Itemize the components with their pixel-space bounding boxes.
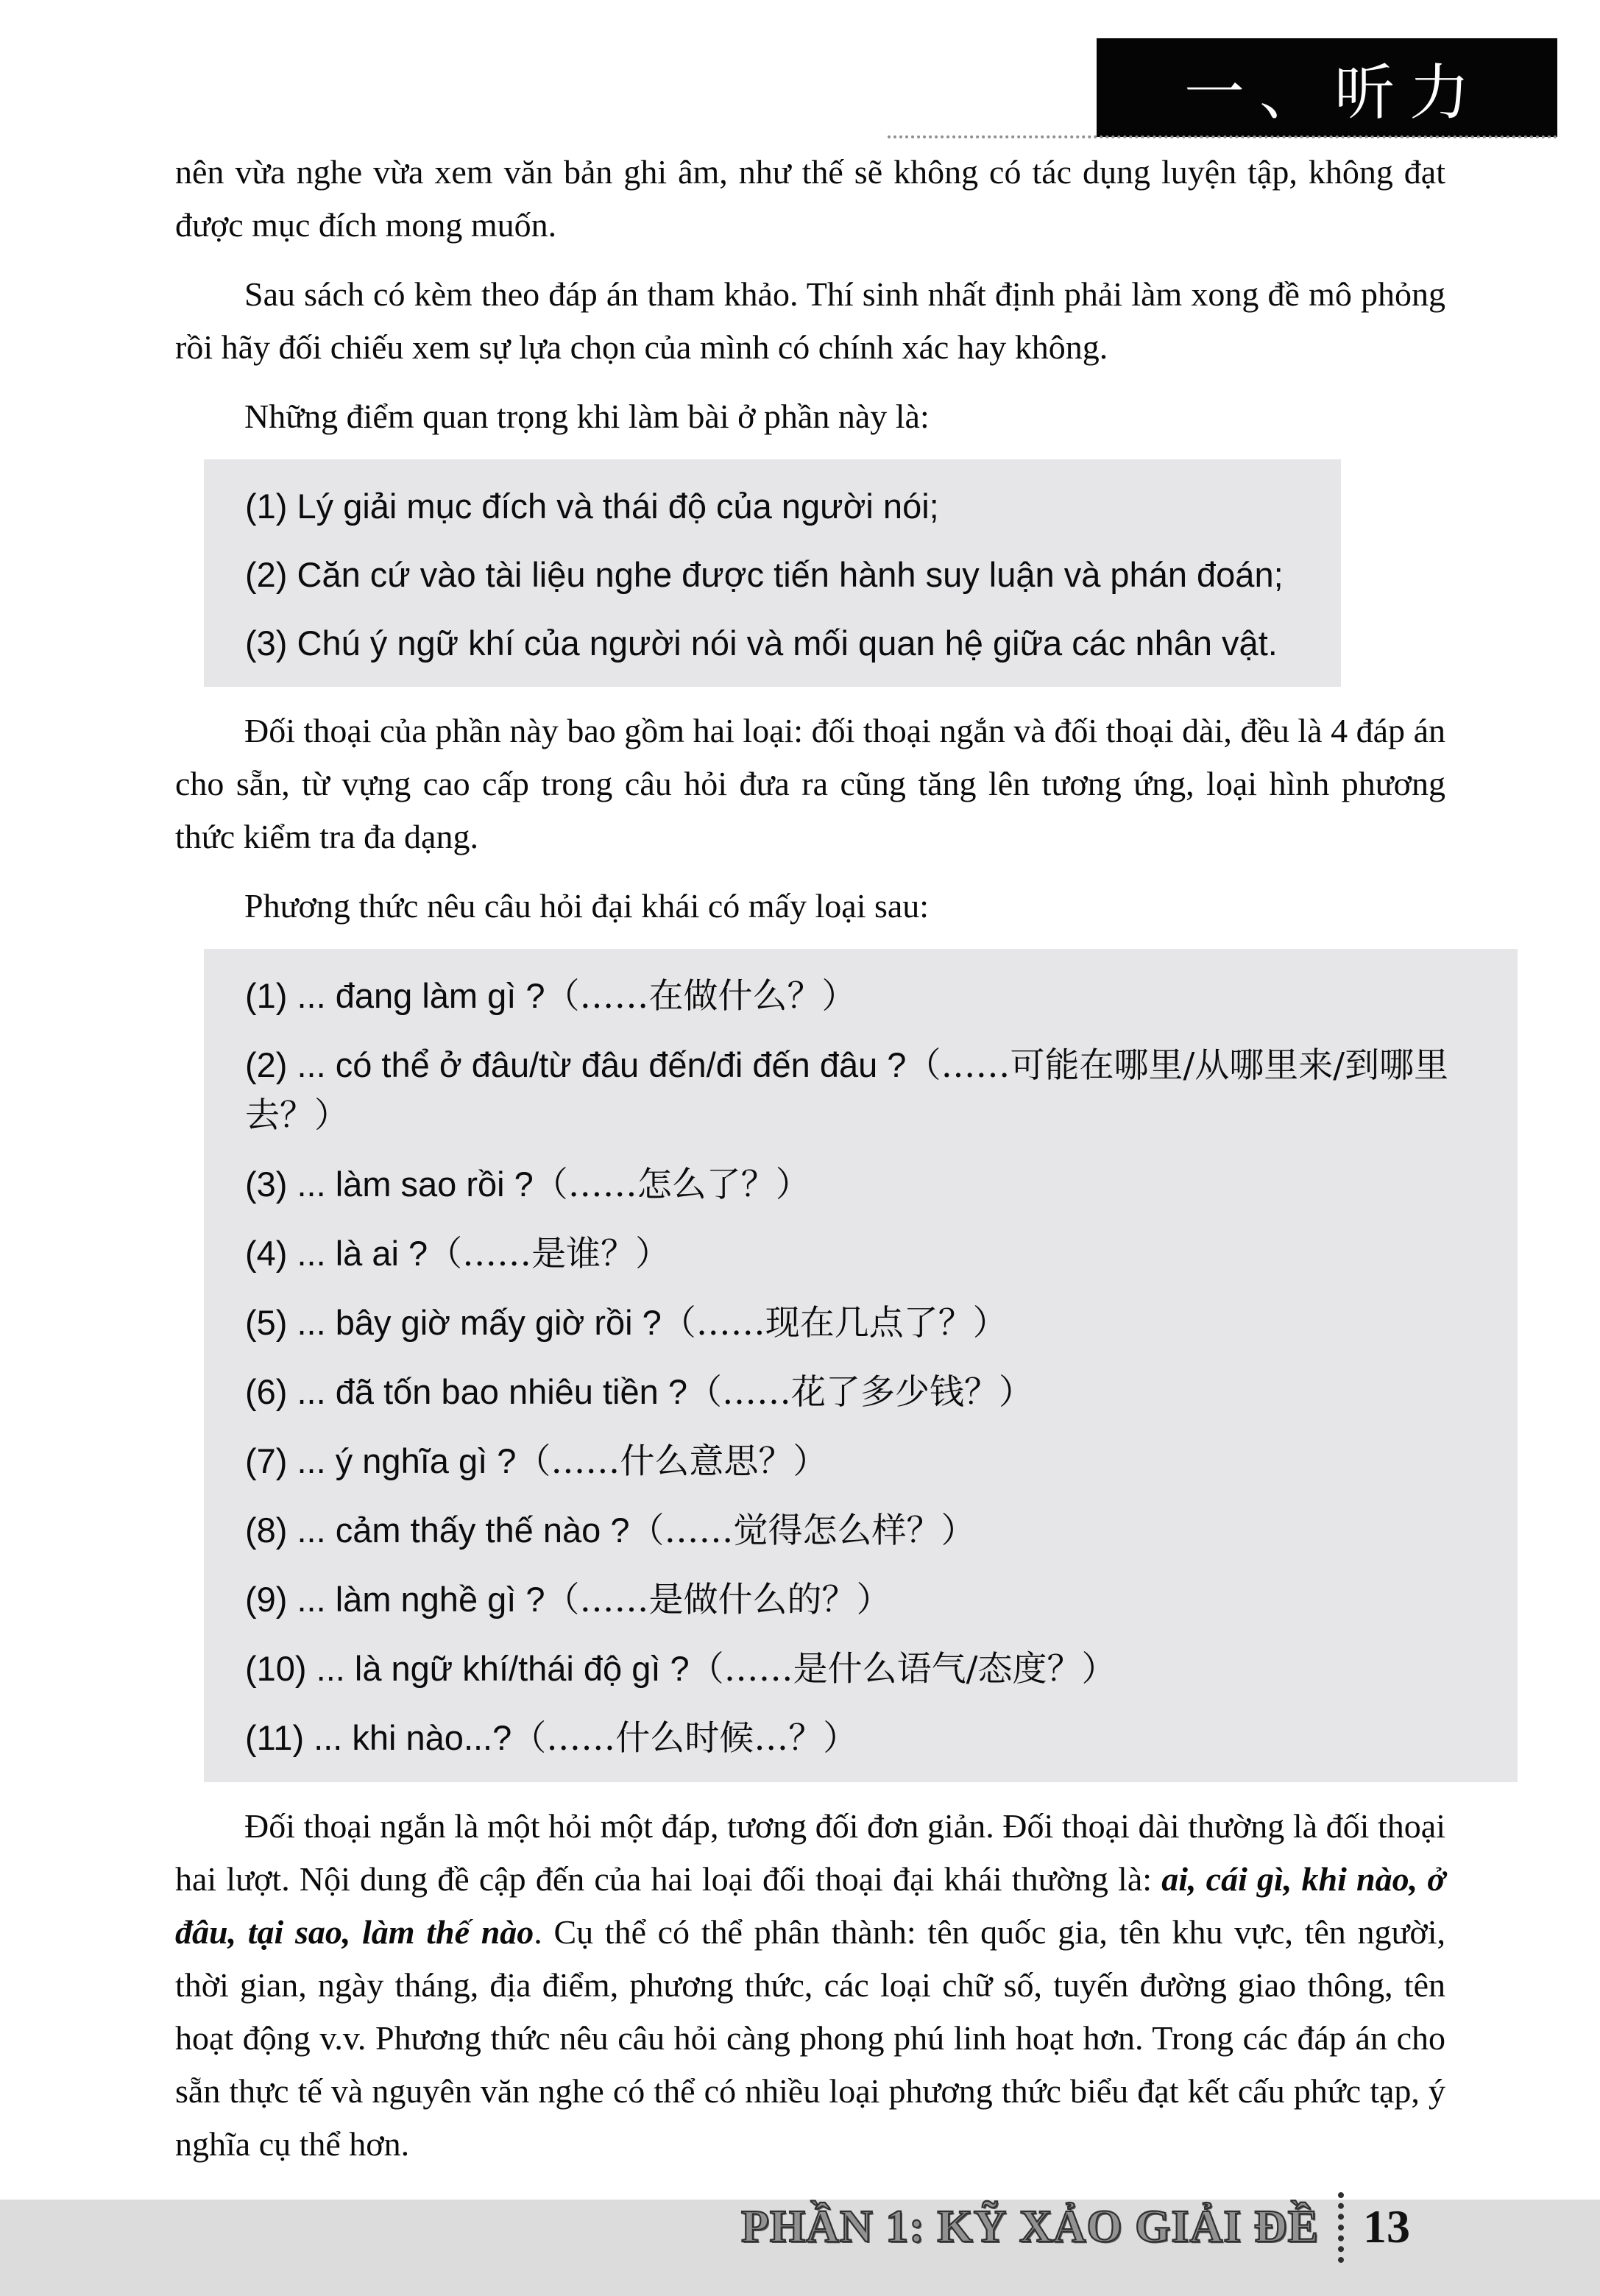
question-type-item <box>245 1575 1488 1625</box>
question-type-vietnamese: (11) ... khi nào...? <box>245 1718 512 1757</box>
question-type-chinese: （……现在几点了？） <box>661 1303 1008 1343</box>
question-type-vietnamese: (4) ... là ai ? <box>245 1234 428 1273</box>
paragraph-question-methods-lead: Phương thức nêu câu hỏi đại khái có mấy loại sau: <box>244 887 930 925</box>
question-type-vietnamese: (9) ... làm nghề gì ? <box>245 1580 545 1619</box>
question-type-item <box>245 1159 1488 1209</box>
question-type-item <box>245 1713 1488 1763</box>
question-type-item <box>245 1229 1488 1279</box>
question-type-item <box>245 971 1488 1021</box>
key-point-item: (2) Căn cứ vào tài liệu nghe được tiến hành suy luận và phán đoán; <box>245 555 1284 594</box>
question-type-vietnamese: (1) ... đang làm gì ? <box>245 976 545 1015</box>
question-type-vietnamese: (7) ... ý nghĩa gì ? <box>245 1441 517 1480</box>
question-type-vietnamese: (8) ... cảm thấy thế nào ? <box>245 1511 630 1550</box>
key-point-item: (1) Lý giải mục đích và thái độ của người nói; <box>245 487 939 526</box>
key-point-item: (3) Chú ý ngữ khí của người nói và mối quan hệ giữa các nhân vật. <box>245 624 1278 663</box>
question-type-chinese: （……可能在哪里/从哪里来/到哪里去？） <box>245 1045 1449 1136</box>
question-type-vietnamese: (2) ... có thể ở đâu/từ đâu đến/đi đến đâu ? <box>245 1045 907 1084</box>
question-type-item <box>245 1644 1488 1694</box>
page-content <box>175 146 1449 2256</box>
question-type-chinese: （……什么意思？） <box>516 1441 828 1482</box>
question-type-chinese: （……在做什么？） <box>545 976 857 1017</box>
question-type-item <box>245 1367 1488 1417</box>
question-type-chinese: （……是什么语气/态度？） <box>689 1649 1116 1689</box>
summary-emphasis: ai, cái gì, khi nào, ở đâu, tại sao, làm thế nào <box>175 1860 1446 1951</box>
footer-section-title: PHẦN 1: KỸ XẢO GIẢI ĐỀ <box>741 2202 1319 2252</box>
paragraph-intro: nên vừa nghe vừa xem văn bản ghi âm, như thế sẽ không có tác dụng luyện tập, không đạt được mục đích mong muốn. <box>175 153 1445 244</box>
paragraph-summary <box>175 1800 1445 2171</box>
question-type-vietnamese: (6) ... đã tốn bao nhiêu tiền ? <box>245 1372 687 1411</box>
question-types-box <box>204 949 1518 1782</box>
question-type-chinese: （……花了多少钱？） <box>687 1372 1033 1413</box>
key-points-box <box>204 459 1341 687</box>
chapter-title: 一、听力 <box>1183 57 1484 128</box>
paragraph-dialogue-types: Đối thoại của phần này bao gồm hai loại: đối thoại ngắn và đối thoại dài, đều là 4 đáp án cho sẵn, từ vựng cao cấp trong câu hỏi đưa ra cũng tăng lên tương ứng, loại hình phương thức kiểm tra đa dạng. <box>175 712 1445 855</box>
paragraph-answer-key: Sau sách có kèm theo đáp án tham khảo. Thí sinh nhất định phải làm xong đề mô phỏng rồi hãy đối chiếu xem sự lựa chọn của mình có chính xác hay không. <box>175 275 1445 366</box>
question-type-vietnamese: (3) ... làm sao rồi ? <box>245 1165 534 1204</box>
chapter-header-bar <box>1097 38 1557 137</box>
question-type-item <box>245 1298 1488 1348</box>
page-number: 13 <box>1363 2200 1410 2253</box>
summary-text-pre: Đối thoại ngắn là một hỏi một đáp, tương đối đơn giản. Đối thoại dài thường là đối thoại hai lượt. Nội dung đề cập đến của hai loại đối thoại đại khái thường là: <box>175 1807 1445 1898</box>
question-type-item <box>245 1436 1488 1486</box>
question-type-chinese: （……怎么了？） <box>533 1165 810 1205</box>
paragraph-key-points-lead: Những điểm quan trọng khi làm bài ở phần này là: <box>244 398 930 435</box>
question-type-item <box>245 1505 1488 1555</box>
question-type-chinese: （……觉得怎么样？） <box>629 1511 976 1551</box>
footer-dotted-separator <box>1338 2192 1344 2263</box>
footer-bar <box>0 2200 1600 2296</box>
header-dotted-rule <box>888 135 1557 138</box>
question-type-vietnamese: (5) ... bây giờ mấy giờ rồi ? <box>245 1303 662 1342</box>
question-type-vietnamese: (10) ... là ngữ khí/thái độ gì ? <box>245 1649 690 1688</box>
question-type-chinese: （……什么时候…？） <box>511 1718 858 1759</box>
summary-text-post: . Cụ thể có thể phân thành: tên quốc gia, tên khu vực, tên người, thời gian, ngày tháng, địa điểm, phương thức, các loại chữ số, tuyến đường giao thông, tên hoạt động v.v. Phương thức nêu câu hỏi càng phong phú linh hoạt hơn. Trong các đáp án cho sẵn thực tế và nguyên văn nghe có thể có nhiều loại phương thức biểu đạt kết cấu phức tạp, ý nghĩa cụ thể hơn. <box>175 1913 1446 2163</box>
question-type-chinese: （……是谁？） <box>428 1234 670 1274</box>
question-type-item <box>245 1040 1488 1140</box>
question-type-chinese: （……是做什么的？） <box>545 1580 891 1620</box>
